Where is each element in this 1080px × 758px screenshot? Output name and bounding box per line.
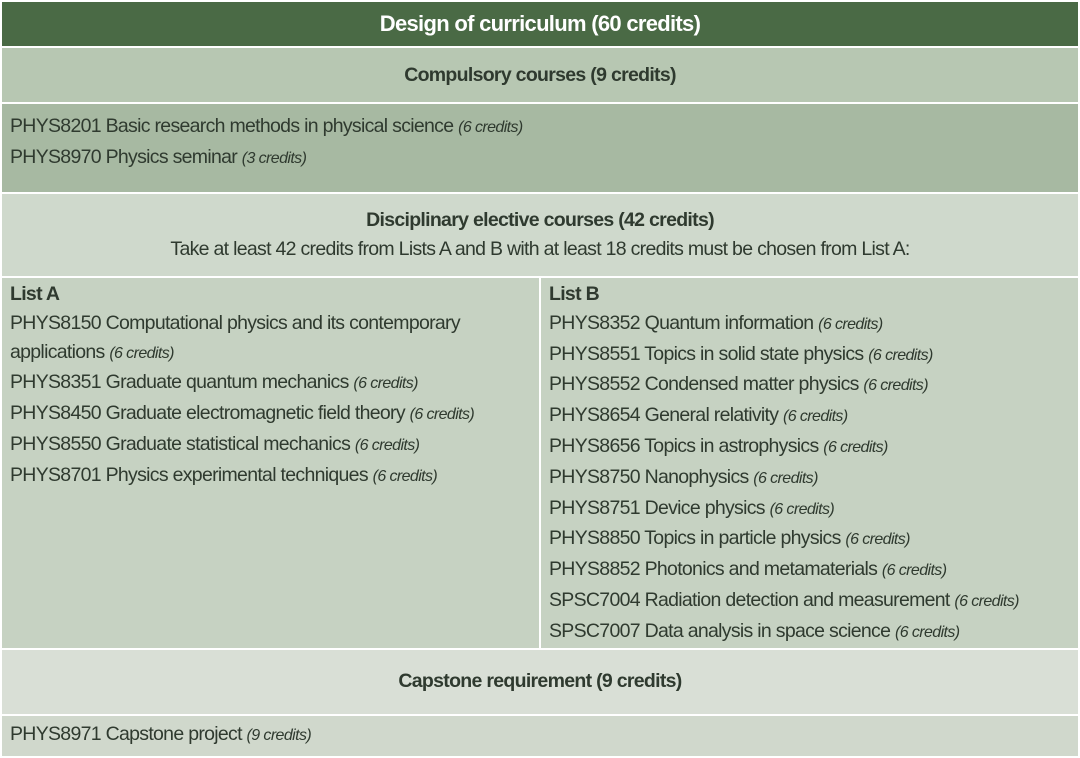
course-item — [549, 309, 1070, 340]
course-credits: (6 credits) — [109, 344, 174, 362]
list-a-label: List A — [10, 283, 60, 305]
course-credits: (6 credits) — [409, 406, 475, 424]
course-credits: (6 credits) — [769, 500, 835, 518]
course-credits: (6 credits) — [753, 469, 818, 487]
curriculum-title: Design of curriculum (60 credits) — [1, 1, 1079, 47]
course-item — [549, 370, 1070, 401]
course-credits: (6 credits) — [823, 438, 888, 456]
course-credits: (6 credits) — [818, 315, 883, 333]
course-name: PHYS8654 General relativity — [549, 404, 779, 427]
course-name: PHYS8450 Graduate electromagnetic field theory — [10, 402, 405, 425]
course-item — [549, 340, 1070, 371]
course-item — [549, 432, 1070, 463]
course-credits: (3 credits) — [241, 149, 307, 167]
course-item — [10, 368, 531, 399]
course-name: PHYS8971 Capstone project — [10, 723, 242, 746]
list-b-cell — [540, 277, 1079, 649]
course-name: PHYS8701 Physics experimental techniques — [10, 463, 368, 486]
course-item — [549, 617, 1070, 648]
list-a-cell — [1, 277, 540, 649]
course-name: SPSC7007 Data analysis in space science — [549, 619, 891, 642]
course-name: PHYS8551 Topics in solid state physics — [549, 342, 864, 365]
course-item — [10, 112, 1070, 143]
course-credits: (6 credits) — [458, 119, 523, 136]
course-name: PHYS8550 Graduate statistical mechanics — [10, 432, 351, 455]
compulsory-heading: Compulsory courses (9 credits) — [1, 47, 1079, 103]
compulsory-courses — [1, 103, 1079, 193]
course-item — [549, 524, 1070, 555]
elective-heading: Disciplinary elective courses (42 credits) — [366, 209, 714, 232]
course-name: PHYS8970 Physics seminar — [10, 145, 238, 168]
course-name: SPSC7004 Radiation detection and measurement — [549, 588, 950, 611]
course-item — [549, 586, 1070, 617]
course-name: PHYS8552 Condensed matter physics — [549, 373, 859, 396]
course-name: PHYS8201 Basic research methods in physical science — [10, 115, 454, 137]
course-item — [10, 399, 531, 430]
course-credits: (6 credits) — [868, 346, 933, 364]
course-name: PHYS8751 Device physics — [549, 496, 765, 519]
course-name: PHYS8150 Computational physics and its contemporary applications — [10, 311, 460, 363]
course-credits: (6 credits) — [845, 531, 910, 549]
course-credits: (6 credits) — [881, 562, 947, 580]
course-name: PHYS8850 Topics in particle physics — [549, 527, 841, 550]
course-item — [549, 401, 1070, 432]
capstone-heading: Capstone requirement (9 credits) — [1, 649, 1079, 715]
course-credits: (6 credits) — [353, 375, 418, 393]
course-item — [10, 143, 1070, 174]
course-name: PHYS8352 Quantum information — [549, 311, 814, 334]
course-item — [10, 720, 1070, 751]
course-item — [549, 555, 1070, 586]
course-item — [10, 309, 531, 369]
course-name: PHYS8750 Nanophysics — [549, 465, 749, 488]
course-item — [549, 463, 1070, 494]
course-name: PHYS8656 Topics in astrophysics — [549, 434, 819, 457]
course-item — [10, 430, 531, 461]
list-b-label: List B — [549, 283, 599, 305]
course-name: PHYS8351 Graduate quantum mechanics — [10, 371, 349, 394]
course-credits: (6 credits) — [372, 467, 438, 485]
course-item — [10, 461, 531, 492]
course-credits: (6 credits) — [783, 408, 848, 426]
elective-header-cell — [1, 193, 1079, 277]
course-credits: (6 credits) — [863, 377, 928, 395]
capstone-courses — [1, 715, 1079, 757]
course-credits: (6 credits) — [954, 592, 1019, 610]
course-credits: (6 credits) — [354, 436, 420, 454]
course-credits: (6 credits) — [894, 623, 960, 641]
elective-note: Take at least 42 credits from Lists A and B with at least 18 credits must be chosen from List A: — [170, 238, 910, 260]
course-item — [549, 494, 1070, 525]
course-name: PHYS8852 Photonics and metamaterials — [549, 558, 878, 581]
course-credits: (9 credits) — [246, 727, 312, 745]
